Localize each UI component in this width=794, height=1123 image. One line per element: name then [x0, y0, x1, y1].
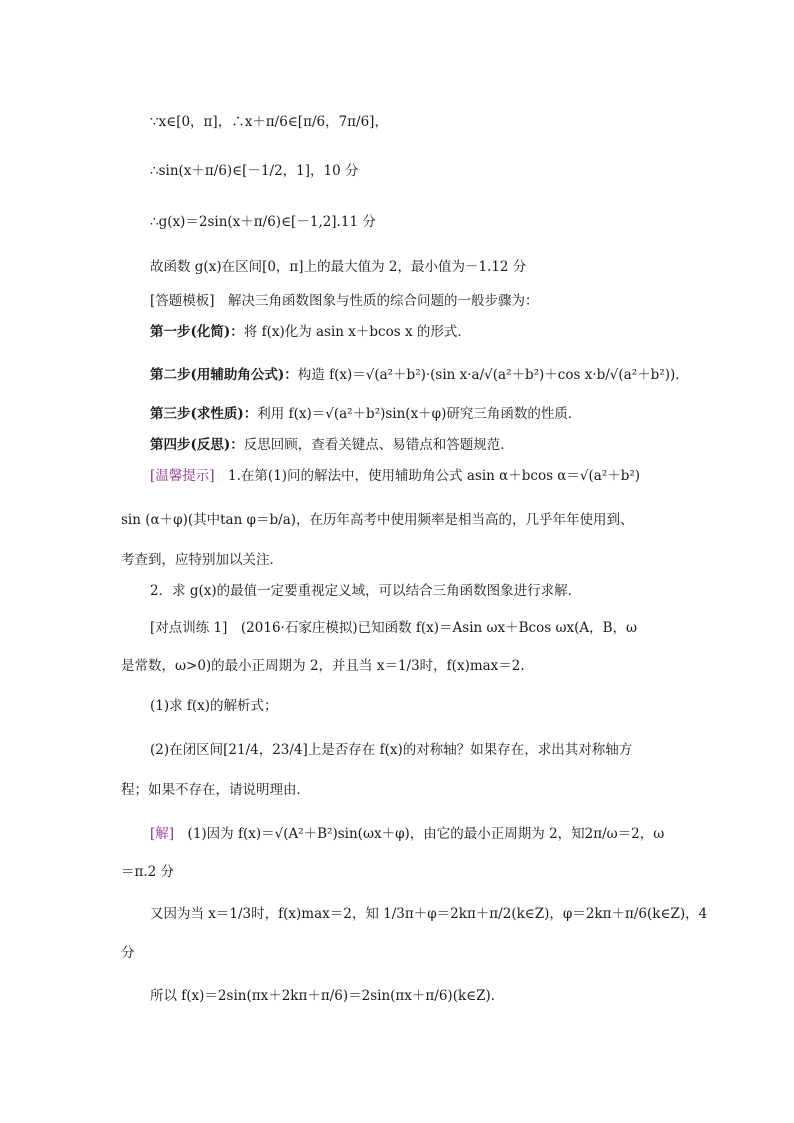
- text-line-3: ∴g(x)＝2sin(x＋π/6)∈[－1,2].11 分: [150, 214, 376, 230]
- tip-text-1: 1.在第(1)问的解法中，使用辅助角公式 asin α＋bcos α＝√(a²＋b²): [214, 468, 641, 484]
- step-4-text: 反思回顾，查看关键点、易错点和答题规范．: [243, 437, 514, 453]
- tip-line-3: 考查到，应特别加以关注．: [121, 552, 283, 568]
- solution-text-1: (1)因为 f(x)＝√(A²＋B²)sin(ωx＋φ)，由它的最小正周期为 2，知2π/ω＝2，ω: [174, 826, 665, 842]
- solution-label: [解]: [150, 826, 175, 842]
- solution-line-4: 分: [121, 945, 135, 961]
- step-4-label: 第四步(反思)：: [150, 437, 244, 453]
- solution-line-5: 所以 f(x)＝2sin(πx＋2kπ＋π/6)＝2sin(πx＋π/6)(k∈Z)．: [150, 988, 505, 1004]
- step-2: [0, 365, 794, 385]
- tip-line-1: [0, 466, 794, 486]
- text-line-2: ∴sin(x＋π/6)∈[－1/2，1]，10 分: [150, 163, 359, 179]
- tip-label: [温馨提示]: [150, 468, 215, 484]
- step-2-text: 构造 f(x)＝√(a²＋b²)·(sin x·a/√(a²＋b²)＋cos x·b/√(a²＋b²))．: [297, 367, 689, 383]
- template-heading: [答题模板] 解决三角函数图象与性质的综合问题的一般步骤为：: [150, 293, 539, 309]
- tip-line-2: sin (α＋φ)(其中tan φ＝b/a)，在历年高考中使用频率是相当高的，几乎年年使用到、: [121, 512, 634, 528]
- solution-line-3: 又因为当 x＝1/3时，f(x)max＝2，知 1/3π＋φ＝2kπ＋π/2(k∈Z)，φ＝2kπ＋π/6(k∈Z)，4: [150, 906, 708, 922]
- step-3-label: 第三步(求性质)：: [150, 406, 258, 422]
- step-3: [0, 404, 794, 424]
- tip-point-2: 2．求 g(x)的最值一定要重视定义域，可以结合三角函数图象进行求解．: [150, 583, 582, 599]
- exercise-line-1: [对点训练 1] (2016·石家庄模拟)已知函数 f(x)＝Asin ωx＋Bcos ωx(A，B，ω: [150, 620, 638, 636]
- step-1-text: 将 f(x)化为 asin x＋bcos x 的形式．: [243, 324, 471, 340]
- step-1-label: 第一步(化简)：: [150, 324, 244, 340]
- question-1: (1)求 f(x)的解析式；: [150, 698, 278, 714]
- step-4: [0, 435, 794, 455]
- step-1: [0, 322, 794, 342]
- text-line-4: 故函数 g(x)在区间[0，π]上的最大值为 2，最小值为－1.12 分: [150, 259, 527, 275]
- step-3-text: 利用 f(x)＝√(a²＋b²)sin(x＋φ)研究三角函数的性质．: [257, 406, 582, 422]
- solution-line-1: [0, 824, 794, 844]
- exercise-line-2: 是常数，ω>0)的最小正周期为 2，并且当 x＝1/3时，f(x)max＝2.: [121, 658, 525, 674]
- question-2-line-2: 程；如果不存在，请说明理由．: [121, 782, 310, 798]
- text-line-1: ∵x∈[0，π]，∴x＋π/6∈[π/6，7π/6]，: [150, 114, 388, 130]
- step-2-label: 第二步(用辅助角公式)：: [150, 367, 298, 383]
- solution-line-2: ＝π.2 分: [121, 864, 175, 880]
- question-2-line-1: (2)在闭区间[21/4，23/4]上是否存在 f(x)的对称轴？如果存在，求出其对称轴方: [150, 742, 633, 758]
